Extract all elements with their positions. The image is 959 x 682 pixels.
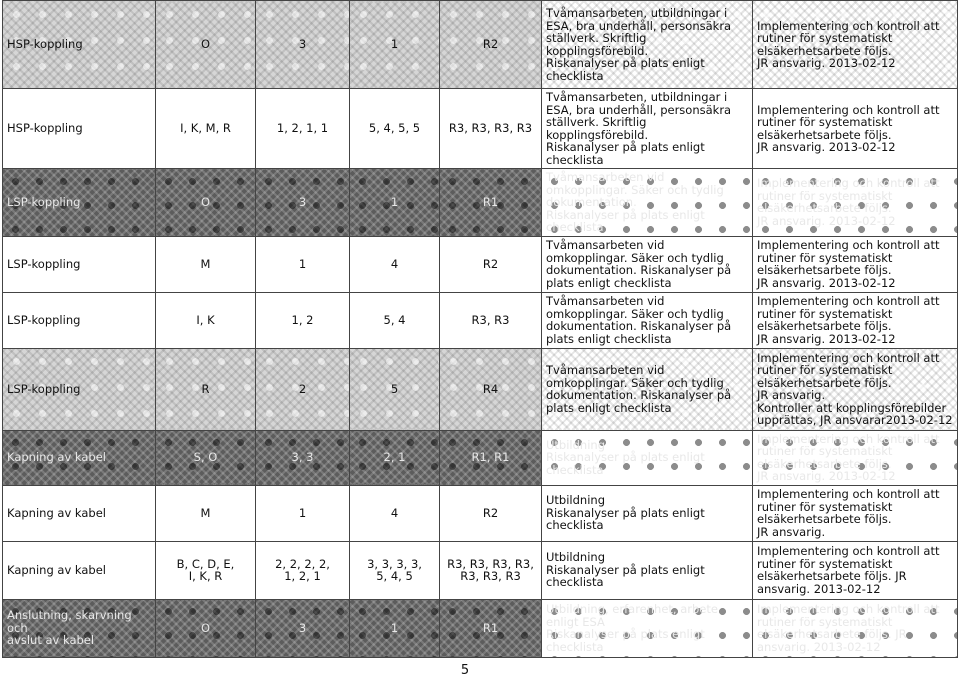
code-cell: M	[156, 236, 256, 292]
consequence-cell: 4	[350, 485, 440, 541]
followup-cell: Implementering och kontroll att rutiner för systematiskt elsäkerhetsarbete följs. JR ansvarig. 2013-02-12	[753, 169, 958, 237]
measures-cell: Utbildning Riskanalyser på plats enligt checklista	[542, 541, 753, 599]
risk-class-cell: R2	[440, 485, 542, 541]
probability-cell: 1, 2, 1, 1	[256, 89, 350, 169]
measures-cell: Tvåmansarbeten, utbildningar i ESA, bra underhåll, personsäkra ställverk. Skriftlig kopplingsförebild. Riskanalyser på plats enligt checklista	[542, 1, 753, 89]
measures-cell: Utbildning, erfarenhet, arbete enligt ESA Riskanalyser på plats enligt checklista	[542, 599, 753, 657]
measures-cell: Tvåmansarbeten vid omkopplingar. Säker och tydlig dokumentation. Riskanalyser på plats enligt checklista	[542, 236, 753, 292]
moment-cell: HSP-koppling	[3, 89, 156, 169]
measures-cell: Tvåmansarbeten vid omkopplingar. Säker och tydlig dokumentation. Riskanalyser på plats enligt checklista	[542, 348, 753, 430]
probability-cell: 1, 2	[256, 292, 350, 348]
consequence-cell: 5	[350, 348, 440, 430]
table-row	[3, 89, 958, 169]
consequence-cell: 5, 4, 5, 5	[350, 89, 440, 169]
consequence-cell: 2, 1	[350, 430, 440, 485]
table-row	[3, 599, 958, 657]
risk-class-cell: R2	[440, 236, 542, 292]
probability-cell: 3	[256, 169, 350, 237]
followup-cell: Implementering och kontroll att rutiner för systematiskt elsäkerhetsarbete följs. JR ansvarig. 2013-02-12	[753, 1, 958, 89]
followup-cell: Implementering och kontroll att rutiner för systematiskt elsäkerhetsarbete följs. JR ansvarig. 2013-02-12	[753, 541, 958, 599]
code-cell: I, K, M, R	[156, 89, 256, 169]
measures-cell: Tvåmansarbeten, utbildningar i ESA, bra underhåll, personsäkra ställverk. Skriftlig kopplingsförebild. Riskanalyser på plats enligt checklista	[542, 89, 753, 169]
code-cell: I, K	[156, 292, 256, 348]
risk-class-cell: R1	[440, 599, 542, 657]
moment-cell: HSP-koppling	[3, 1, 156, 89]
risk-class-cell: R3, R3, R3, R3	[440, 89, 542, 169]
moment-cell: Kapning av kabel	[3, 541, 156, 599]
measures-cell: Tvåmansarbeten vid omkopplingar. Säker och tydlig dokumentation. Riskanalyser på plats enligt checklista	[542, 169, 753, 237]
risk-class-cell: R3, R3, R3, R3, R3, R3, R3	[440, 541, 542, 599]
followup-cell: Implementering och kontroll att rutiner för systematiskt elsäkerhetsarbete följs. JR ansvarig.	[753, 485, 958, 541]
followup-cell: Implementering och kontroll att rutiner för systematiskt elsäkerhetsarbete följs. JR ansvarig. 2013-02-12	[753, 236, 958, 292]
table-row	[3, 430, 958, 485]
risk-class-cell: R3, R3	[440, 292, 542, 348]
consequence-cell: 1	[350, 1, 440, 89]
table-row	[3, 292, 958, 348]
moment-cell: LSP-koppling	[3, 348, 156, 430]
measures-cell: Tvåmansarbeten vid omkopplingar. Säker och tydlig dokumentation. Riskanalyser på plats enligt checklista	[542, 292, 753, 348]
followup-cell: Implementering och kontroll att rutiner för systematiskt elsäkerhetsarbete följs. JR ansvarig. 2013-02-12	[753, 599, 958, 657]
code-cell: R	[156, 348, 256, 430]
code-cell: O	[156, 1, 256, 89]
table-row	[3, 348, 958, 430]
probability-cell: 1	[256, 485, 350, 541]
code-cell: O	[156, 169, 256, 237]
consequence-cell: 1	[350, 599, 440, 657]
probability-cell: 3	[256, 599, 350, 657]
table-row	[3, 485, 958, 541]
followup-cell: Implementering och kontroll att rutiner för systematiskt elsäkerhetsarbete följs. JR ansvarig. 2013-02-12	[753, 430, 958, 485]
measures-cell: Utbildning Riskanalyser på plats enligt checklista	[542, 485, 753, 541]
moment-cell: LSP-koppling	[3, 292, 156, 348]
page-number: 5	[460, 663, 470, 678]
probability-cell: 1	[256, 236, 350, 292]
followup-cell: Implementering och kontroll att rutiner för systematiskt elsäkerhetsarbete följs. JR ansvarig. 2013-02-12	[753, 89, 958, 169]
probability-cell: 2	[256, 348, 350, 430]
risk-class-cell: R1	[440, 169, 542, 237]
risk-class-cell: R4	[440, 348, 542, 430]
consequence-cell: 3, 3, 3, 3, 5, 4, 5	[350, 541, 440, 599]
code-cell: M	[156, 485, 256, 541]
risk-table	[2, 0, 958, 658]
measures-cell: Utbildning Riskanalyser på plats enligt checklista	[542, 430, 753, 485]
followup-cell: Implementering och kontroll att rutiner för systematiskt elsäkerhetsarbete följs. JR ansvarig. 2013-02-12	[753, 292, 958, 348]
table-row	[3, 169, 958, 237]
code-cell: O	[156, 599, 256, 657]
followup-cell: Implementering och kontroll att rutiner för systematiskt elsäkerhetsarbete följs. JR ansvarig. Kontroller att kopplingsförebilder upprättas, JR ansvarar2013-02-12	[753, 348, 958, 430]
risk-class-cell: R2	[440, 1, 542, 89]
moment-cell: Kapning av kabel	[3, 430, 156, 485]
table-row	[3, 1, 958, 89]
probability-cell: 3	[256, 1, 350, 89]
moment-cell: Anslutning, skarvning och avslut av kabel	[3, 599, 156, 657]
consequence-cell: 4	[350, 236, 440, 292]
table-row	[3, 541, 958, 599]
consequence-cell: 1	[350, 169, 440, 237]
table-row	[3, 236, 958, 292]
probability-cell: 2, 2, 2, 2, 1, 2, 1	[256, 541, 350, 599]
consequence-cell: 5, 4	[350, 292, 440, 348]
risk-class-cell: R1, R1	[440, 430, 542, 485]
moment-cell: Kapning av kabel	[3, 485, 156, 541]
code-cell: S, O	[156, 430, 256, 485]
code-cell: B, C, D, E, I, K, R	[156, 541, 256, 599]
probability-cell: 3, 3	[256, 430, 350, 485]
moment-cell: LSP-koppling	[3, 236, 156, 292]
moment-cell: LSP-koppling	[3, 169, 156, 237]
